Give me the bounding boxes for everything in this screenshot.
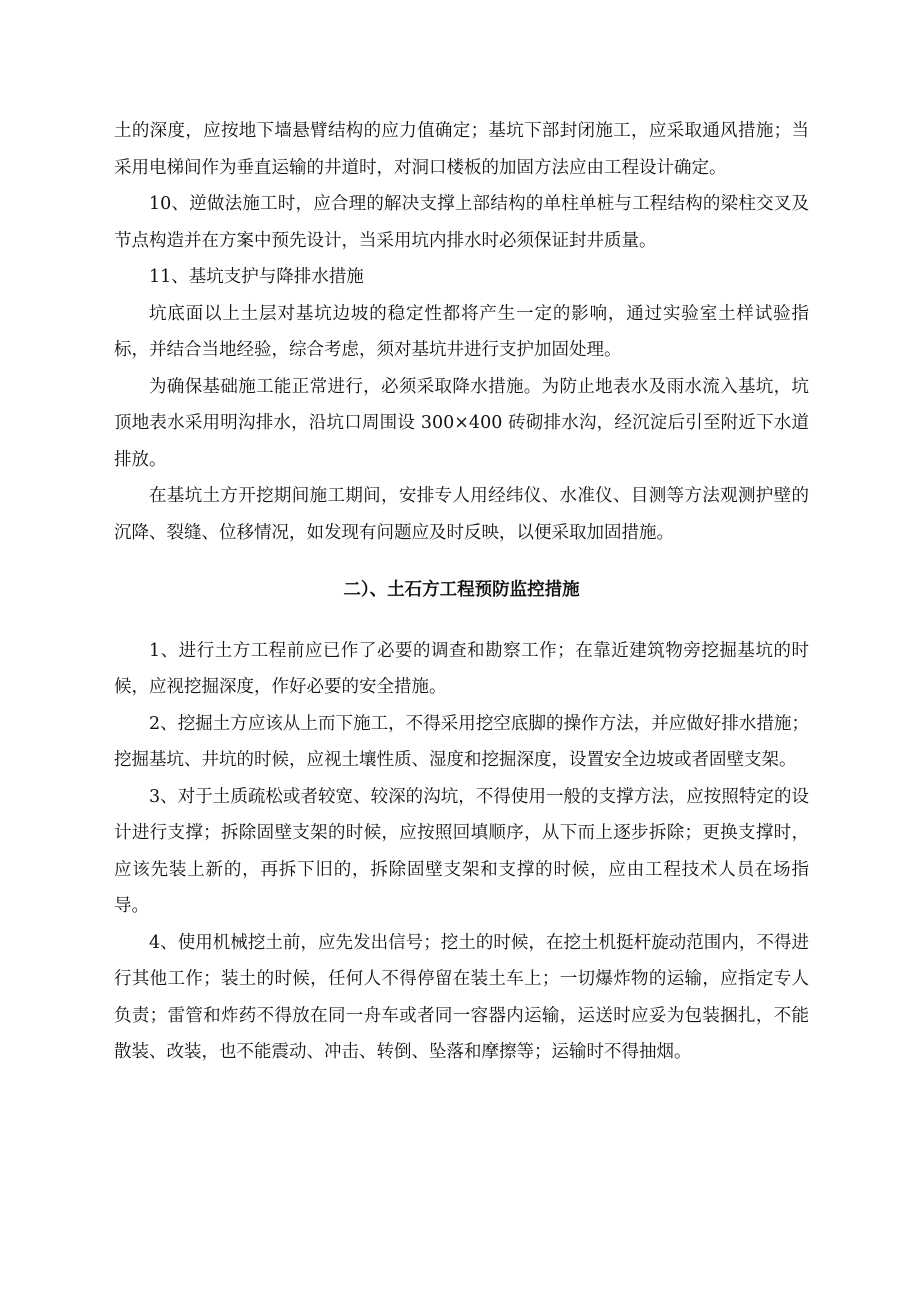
paragraph-slope-stability: 坑底面以上土层对基坑边坡的稳定性都将产生一定的影响，通过实验室土样试验指标，并结合当地经验，综合考虑，须对基坑井进行支护加固处理。 bbox=[114, 303, 809, 360]
paragraph-monitoring: 在基坑土方开挖期间施工期间，安排专人用经纬仪、水准仪、目测等方法观测护壁的沉降、裂缝、位移情况，如发现有问题应及时反映，以便采取加固措施。 bbox=[114, 486, 809, 543]
paragraph-item-10: 10、逆做法施工时，应合理的解决支撑上部结构的单柱单桩与工程结构的梁柱交叉及节点构造并在方案中预先设计，当采用坑内排水时必须保证封井质量。 bbox=[114, 194, 809, 251]
paragraph-continuation: 土的深度，应按地下墙悬臂结构的应力值确定；基坑下部封闭施工，应采取通风措施；当采用电梯间作为垂直运输的井道时，对洞口楼板的加固方法应由工程设计确定。 bbox=[114, 121, 809, 178]
paragraph-item-11-title: 11、基坑支护与降排水措施 bbox=[149, 267, 364, 287]
paragraph-item-4: 4、使用机械挖土前，应先发出信号；挖土的时候，在挖土机挺杆旋动范围内，不得进行其他工作；装土的时候，任何人不得停留在装土车上；一切爆炸物的运输，应指定专人负责；雷管和炸药不得放在同一舟车或者同一容器内运输，运送时应妥为包装捆扎，不能散装、改装，也不能震动、冲击、转倒、坠落和摩擦等；运输时不得抽烟。 bbox=[114, 932, 809, 1062]
section-heading: 二）、土石方工程预防监控措施 bbox=[343, 580, 580, 600]
paragraph-item-1: 1、进行土方工程前应已作了必要的调查和勘察工作；在靠近建筑物旁挖掘基坑的时候，应视挖掘深度，作好必要的安全措施。 bbox=[114, 640, 809, 697]
paragraph-item-2: 2、挖掘土方应该从上而下施工，不得采用挖空底脚的操作方法，并应做好排水措施；挖掘基坑、井坑的时候，应视土壤性质、湿度和挖掘深度，设置安全边坡或者固壁支架。 bbox=[114, 713, 809, 770]
document-page bbox=[114, 113, 809, 1071]
paragraph-dewatering: 为确保基础施工能正常进行，必须采取降水措施。为防止地表水及雨水流入基坑，坑顶地表水采用明沟排水，沿坑口周围设 300×400 砖砌排水沟，经沉淀后引至附近下水道排放。 bbox=[114, 376, 809, 470]
paragraph-item-3: 3、对于土质疏松或者较宽、较深的沟坑，不得使用一般的支撑方法，应按照特定的设计进行支撑；拆除固壁支架的时候，应按照回填顺序，从下而上逐步拆除；更换支撑时，应该先装上新的，再拆下旧的，拆除固壁支架和支撑的时候，应由工程技术人员在场指导。 bbox=[114, 786, 809, 916]
